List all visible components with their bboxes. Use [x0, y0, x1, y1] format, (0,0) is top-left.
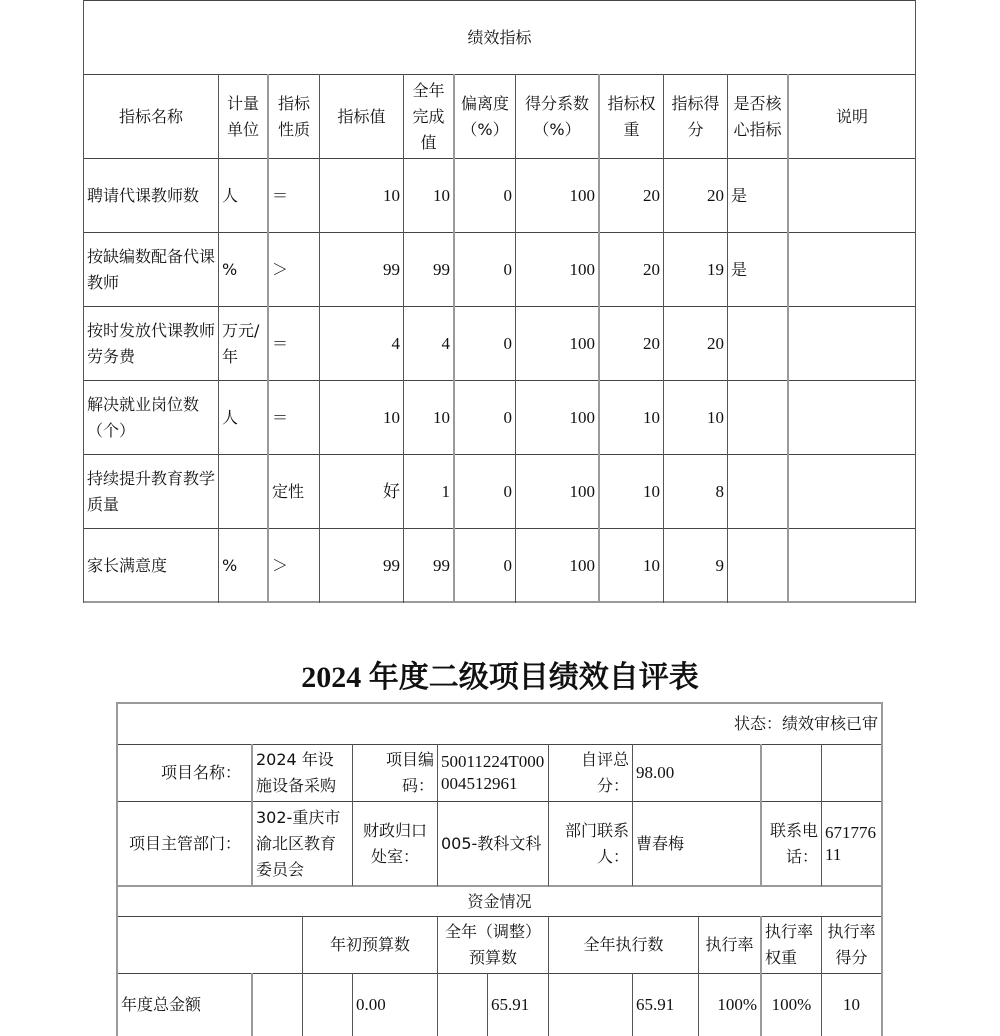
indicator-target: 99 — [383, 555, 400, 575]
indicator-table-title: 绩效指标 — [467, 27, 532, 47]
funds-header-adjusted-budget: 全年（调整）预算数 — [444, 922, 541, 967]
indicator-nature: ＞ — [272, 555, 289, 575]
finance-label: 财政归口处室： — [362, 820, 427, 866]
project-name-value: 2024 年设施设备采购 — [256, 750, 337, 795]
dept-value: 302-重庆市渝北区教育委员会 — [256, 807, 341, 879]
indicator-target: 好 — [383, 481, 400, 501]
project-code-label: 项目编码： — [385, 750, 434, 795]
indicator-actual: 10 — [433, 407, 450, 427]
indicator-name: 持续提升教育教学质量 — [87, 468, 216, 514]
indicator-weight: 10 — [643, 407, 660, 427]
phone-value: 67177611 — [825, 822, 876, 864]
indicator-core — [728, 455, 787, 528]
self-score-label: 自评总分： — [580, 750, 629, 795]
indicator-deviation: 0 — [503, 259, 512, 279]
indicator-score: 9 — [715, 555, 724, 575]
indicator-name: 家长满意度 — [87, 555, 168, 575]
indicator-unit — [219, 455, 267, 528]
dept-label: 项目主管部门： — [128, 833, 241, 853]
indicator-nature: ＞ — [272, 259, 289, 279]
indicator-deviation: 0 — [503, 555, 512, 575]
indicator-actual: 99 — [433, 555, 450, 575]
indicator-name: 按缺编数配备代课教师 — [87, 246, 216, 292]
header-target: 指标值 — [337, 106, 386, 126]
funds-header-rate-weight: 执行率权重 — [765, 922, 814, 967]
indicator-coefficient: 100 — [569, 185, 595, 205]
indicator-nature: ＝ — [272, 333, 289, 353]
funds-rate-score: 10 — [843, 995, 860, 1014]
indicator-actual: 1 — [441, 481, 450, 501]
funds-rate-weight: 100% — [771, 995, 812, 1014]
indicator-core — [728, 529, 787, 602]
header-weight: 指标权重 — [607, 93, 656, 139]
indicator-deviation: 0 — [503, 407, 512, 427]
indicator-deviation: 0 — [503, 333, 512, 353]
indicator-score: 20 — [707, 185, 724, 205]
header-core: 是否核心指标 — [733, 93, 782, 139]
indicator-target: 10 — [383, 185, 400, 205]
indicator-weight: 10 — [643, 555, 660, 575]
self-score-value: 98.00 — [636, 763, 675, 782]
indicator-weight: 20 — [643, 185, 660, 205]
indicator-name: 解决就业岗位数（个） — [87, 394, 200, 440]
indicator-core: 是 — [731, 259, 748, 279]
contact-value: 曹春梅 — [636, 833, 685, 853]
indicator-coefficient: 100 — [569, 407, 595, 427]
divider — [251, 973, 253, 1036]
indicator-target: 10 — [383, 407, 400, 427]
indicator-unit: % — [222, 555, 238, 575]
funds-header-rate: 执行率 — [705, 935, 754, 954]
funds-rate: 100% — [717, 995, 757, 1014]
status-text: 状态：绩效审核已审 — [733, 714, 878, 733]
indicator-score: 20 — [707, 333, 724, 353]
indicator-target: 99 — [383, 259, 400, 279]
indicator-unit: % — [222, 259, 238, 279]
funds-title: 资金情况 — [467, 891, 532, 911]
divider — [915, 0, 916, 603]
indicator-nature: ＝ — [272, 407, 289, 427]
evaluation-title: 2024 年度二级项目绩效自评表 — [301, 661, 699, 694]
indicator-deviation: 0 — [503, 481, 512, 501]
header-deviation: 偏离度（%） — [460, 93, 509, 139]
indicator-core — [728, 307, 787, 380]
phone-label: 联系电话： — [769, 820, 818, 866]
indicator-score: 10 — [707, 407, 724, 427]
header-actual: 全年完成值 — [412, 80, 445, 152]
indicator-nature: 定性 — [272, 481, 305, 501]
funds-header-initial-budget: 年初预算数 — [329, 935, 410, 954]
finance-value: 005-教科文科 — [441, 833, 542, 853]
header-coefficient: 得分系数（%） — [524, 93, 589, 139]
header-unit: 计量单位 — [226, 93, 259, 139]
indicator-target: 4 — [391, 333, 400, 353]
divider — [548, 973, 549, 1036]
divider — [437, 973, 438, 1036]
indicator-unit: 人 — [222, 185, 239, 205]
indicator-note — [789, 159, 915, 232]
project-name-label: 项目名称： — [160, 763, 241, 782]
divider — [881, 702, 883, 1036]
contact-label: 部门联系人： — [564, 820, 629, 866]
project-code-value: 50011224T000004512961 — [441, 752, 545, 793]
indicator-actual: 99 — [433, 259, 450, 279]
funds-initial-budget: 0.00 — [356, 995, 386, 1014]
indicator-note — [789, 381, 915, 454]
header-indicator-name: 指标名称 — [118, 106, 183, 126]
indicator-unit: 人 — [222, 407, 239, 427]
indicator-note — [789, 455, 915, 528]
indicator-coefficient: 100 — [569, 333, 595, 353]
indicator-weight: 20 — [643, 333, 660, 353]
indicator-core: 是 — [731, 185, 748, 205]
indicator-coefficient: 100 — [569, 259, 595, 279]
indicator-core — [728, 381, 787, 454]
indicator-weight: 20 — [643, 259, 660, 279]
indicator-note — [789, 307, 915, 380]
indicator-coefficient: 100 — [569, 481, 595, 501]
indicator-note — [789, 529, 915, 602]
indicator-note — [789, 233, 915, 306]
funds-header-executed: 全年执行数 — [583, 935, 664, 954]
header-score: 指标得分 — [671, 93, 720, 139]
funds-header-rate-score: 执行率得分 — [827, 922, 876, 967]
indicator-score: 8 — [715, 481, 724, 501]
funds-row-label: 年度总金额 — [121, 995, 202, 1014]
indicator-score: 19 — [707, 259, 724, 279]
indicator-name: 聘请代课教师数 — [87, 185, 200, 205]
divider — [302, 973, 303, 1036]
funds-adjusted-budget: 65.91 — [491, 995, 530, 1014]
indicator-weight: 10 — [643, 481, 660, 501]
funds-executed: 65.91 — [636, 995, 675, 1014]
header-note: 说明 — [835, 106, 868, 126]
indicator-name: 按时发放代课教师劳务费 — [87, 320, 216, 366]
indicator-coefficient: 100 — [569, 555, 595, 575]
indicator-actual: 10 — [433, 185, 450, 205]
indicator-actual: 4 — [441, 333, 450, 353]
indicator-deviation: 0 — [503, 185, 512, 205]
indicator-unit: 万元/年 — [222, 320, 260, 366]
indicator-nature: ＝ — [272, 185, 289, 205]
header-nature: 指标性质 — [277, 93, 310, 139]
